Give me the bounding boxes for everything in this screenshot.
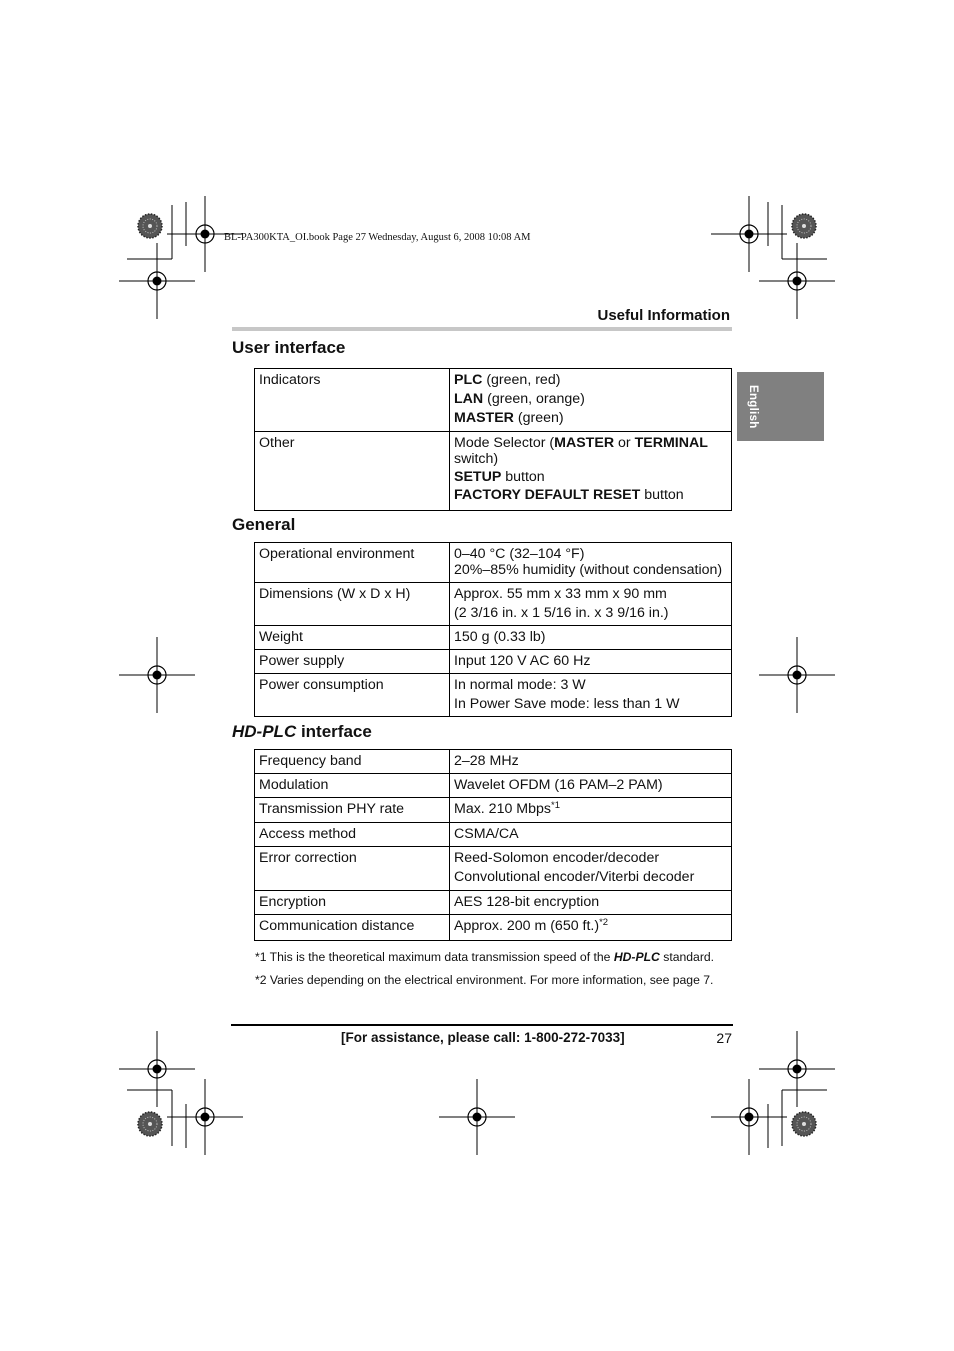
row-value: 2–28 MHz [450, 750, 732, 774]
row-value: Reed-Solomon encoder/decoder Convolutional encoder/Viterbi decoder [450, 847, 732, 891]
table-row [255, 750, 732, 774]
section-header-title: Useful Information [597, 307, 730, 324]
assistance-phone: [For assistance, please call: 1-800-272-7033] [341, 1030, 625, 1045]
row-value: Input 120 V AC 60 Hz [450, 650, 732, 674]
table-row [255, 432, 732, 511]
user-interface-title: User interface [232, 338, 346, 357]
table-row [255, 650, 732, 674]
footnote-2: *2 Varies depending on the electrical environment. For more information, see page 7. [255, 973, 714, 987]
row-label: Dimensions (W x D x H) [255, 583, 450, 626]
row-label: Operational environment [255, 543, 450, 583]
table-row [255, 774, 732, 798]
row-label: Transmission PHY rate [255, 798, 450, 823]
row-label: Power supply [255, 650, 450, 674]
user-interface-table [254, 368, 732, 511]
row-value: CSMA/CA [450, 823, 732, 847]
row-value: Mode Selector (MASTER or TERMINAL switch) SETUP button FACTORY DEFAULT RESET button [450, 432, 732, 511]
hdplc-interface-title: HD-PLC interface [232, 722, 372, 741]
row-value: In normal mode: 3 W In Power Save mode: less than 1 W [450, 674, 732, 717]
table-row [255, 891, 732, 915]
row-label: Encryption [255, 891, 450, 915]
row-label: Power consumption [255, 674, 450, 717]
row-label: Communication distance [255, 915, 450, 941]
row-value: Wavelet OFDM (16 PAM–2 PAM) [450, 774, 732, 798]
table-row [255, 626, 732, 650]
page-number: 27 [716, 1030, 732, 1046]
table-row [255, 369, 732, 432]
row-label: Access method [255, 823, 450, 847]
row-label: Modulation [255, 774, 450, 798]
row-value: Approx. 55 mm x 33 mm x 90 mm (2 3/16 in. x 1 5/16 in. x 3 9/16 in.) [450, 583, 732, 626]
table-row [255, 847, 732, 891]
footer-rule [231, 1024, 733, 1026]
table-row [255, 583, 732, 626]
footnote-1: *1 This is the theoretical maximum data transmission speed of the HD-PLC standard. [255, 950, 715, 964]
general-table [254, 542, 732, 717]
table-row [255, 543, 732, 583]
table-row [255, 674, 732, 717]
general-title: General [232, 515, 296, 534]
row-value: 0–40 °C (32–104 °F) 20%–85% humidity (without condensation) [450, 543, 732, 583]
row-label: Error correction [255, 847, 450, 891]
row-label: Weight [255, 626, 450, 650]
row-label: Other [255, 432, 450, 511]
header-rule [232, 327, 732, 331]
row-value: AES 128-bit encryption [450, 891, 732, 915]
table-row [255, 823, 732, 847]
row-value: 150 g (0.33 lb) [450, 626, 732, 650]
row-value: PLC (green, red) LAN (green, orange) MASTER (green) [450, 369, 732, 432]
row-value: Max. 210 Mbps$^{*1}$ [450, 798, 732, 823]
row-label: Indicators [255, 369, 450, 432]
hdplc-table [254, 749, 732, 941]
table-row [255, 915, 732, 941]
table-row [255, 798, 732, 823]
row-value: Approx. 200 m (650 ft.)$^{*2}$ [450, 915, 732, 941]
print-job-line: BL-PA300KTA_OI.book Page 27 Wednesday, August 6, 2008 10:08 AM [224, 232, 531, 243]
row-label: Frequency band [255, 750, 450, 774]
language-tab: English [737, 372, 824, 441]
